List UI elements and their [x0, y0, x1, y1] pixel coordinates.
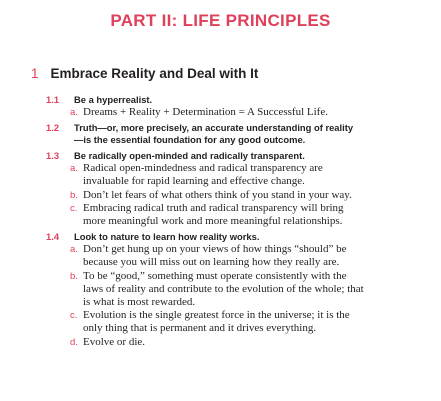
principle-1-3: [46, 150, 406, 228]
chapter-title: Embrace Reality and Deal with It: [50, 66, 259, 81]
sub-principle: [46, 189, 406, 202]
sub-letter: b.: [70, 189, 78, 201]
principle-number: 1.1: [46, 94, 60, 105]
sub-letter: c.: [70, 310, 78, 322]
chapter-number: 1: [31, 66, 39, 81]
sub-line: Don’t get hung up on your views of how things “should” be: [83, 243, 347, 256]
sub-line: Don’t let fears of what others think of you stand in your way.: [83, 188, 352, 201]
sub-line: Dreams + Reality + Determination = A Successful Life.: [83, 106, 328, 118]
sub-line: Radical open-mindedness and radical transparency are: [83, 162, 323, 175]
principle-number: 1.2: [46, 122, 60, 134]
sub-letter: b.: [70, 270, 78, 282]
sub-line: To be “good,” something must operate consistently with the: [83, 269, 347, 282]
sub-letter: a.: [70, 107, 78, 118]
sub-line: invaluable for rapid learning and effective change.: [83, 175, 305, 188]
chapter-heading: [31, 66, 258, 81]
principle-1-2: [46, 122, 406, 146]
sub-line: laws of reality and contribute to the evolution of the whole; that: [83, 282, 364, 295]
sub-line: Evolve or die.: [83, 335, 146, 348]
principle-heading: [46, 150, 406, 162]
principle-1-4: [46, 231, 406, 349]
principle-heading-line: Be a hyperrealist.: [74, 94, 153, 105]
sub-principle: [46, 270, 406, 310]
principles-list: [46, 94, 406, 349]
principle-heading-line: Be radically open-minded and radically transparent.: [74, 150, 305, 162]
sub-letter: d.: [70, 336, 78, 348]
sub-principle: [46, 336, 406, 349]
sub-line: only thing that is permanent and it drives everything.: [83, 322, 317, 335]
principle-heading: [46, 94, 406, 106]
sub-principle: [46, 309, 406, 335]
sub-letter: a.: [70, 244, 78, 256]
principle-1-1: [46, 94, 406, 119]
sub-line: is what is most rewarded.: [83, 296, 196, 309]
part-title: PART II: LIFE PRINCIPLES: [110, 11, 331, 30]
sub-letter: c.: [70, 202, 78, 214]
principle-heading-line: Look to nature to learn how reality works.: [74, 231, 260, 243]
sub-letter: a.: [70, 163, 78, 175]
sub-principle: [46, 243, 406, 269]
principle-heading-line: Truth—or, more precisely, an accurate understanding of reality: [74, 122, 354, 134]
sub-line: Evolution is the single greatest force in the universe; it is the: [83, 309, 350, 322]
principle-heading: [46, 231, 406, 243]
sub-principle: [46, 202, 406, 228]
sub-line: more meaningful work and more meaningful relationships.: [83, 215, 343, 228]
principle-heading-line: —is the essential foundation for any good outcome.: [74, 134, 306, 146]
principle-number: 1.4: [46, 231, 60, 243]
sub-line: Embracing radical truth and radical transparency will bring: [83, 201, 344, 214]
sub-principle: [46, 106, 406, 119]
principle-heading: [46, 122, 406, 146]
sub-principle: [46, 162, 406, 188]
sub-line: because you will miss out on learning how they really are.: [83, 256, 340, 269]
principle-number: 1.3: [46, 150, 60, 162]
